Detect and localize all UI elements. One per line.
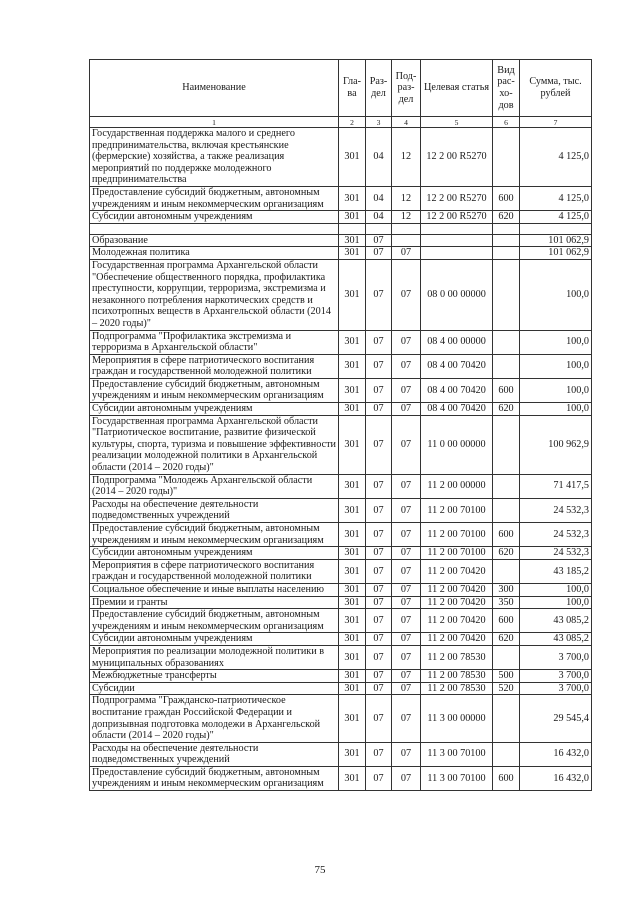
header-glava: Гла-ва (339, 60, 366, 117)
row-expense-type (493, 234, 520, 247)
table-row (90, 559, 592, 583)
row-glava: 301 (339, 330, 366, 354)
row-razdel (366, 223, 392, 234)
row-target-article: 11 2 00 70420 (421, 583, 493, 596)
row-name: Субсидии автономным учреждениям (90, 403, 339, 416)
row-podrazdel: 07 (392, 742, 421, 766)
row-glava: 301 (339, 415, 366, 474)
row-sum: 100,0 (520, 378, 592, 402)
row-target-article: 08 0 00 00000 (421, 259, 493, 330)
row-sum: 100,0 (520, 403, 592, 416)
row-sum: 16 432,0 (520, 742, 592, 766)
row-name: Мероприятия по реализации молодежной политики в муниципальных образованиях (90, 645, 339, 669)
row-name: Расходы на обеспечение деятельности подведомственных учреждений (90, 742, 339, 766)
row-razdel: 04 (366, 186, 392, 210)
table-header-row (90, 60, 592, 117)
row-glava: 301 (339, 682, 366, 695)
row-podrazdel: 07 (392, 645, 421, 669)
row-name: Подпрограмма "Профилактика экстремизма и терроризма в Архангельской области" (90, 330, 339, 354)
row-sum: 43 185,2 (520, 559, 592, 583)
row-target-article: 08 4 00 00000 (421, 330, 493, 354)
row-sum: 100,0 (520, 354, 592, 378)
table-body (90, 128, 592, 791)
budget-table-container (89, 59, 591, 791)
row-podrazdel: 07 (392, 596, 421, 609)
row-razdel: 07 (366, 766, 392, 790)
row-name: Субсидии автономным учреждениям (90, 633, 339, 646)
row-podrazdel: 07 (392, 523, 421, 547)
row-sum: 101 062,9 (520, 234, 592, 247)
row-razdel: 07 (366, 474, 392, 498)
row-podrazdel: 07 (392, 633, 421, 646)
row-glava: 301 (339, 633, 366, 646)
row-podrazdel: 07 (392, 609, 421, 633)
header-razdel: Раз-дел (366, 60, 392, 117)
header-sum: Сумма, тыс. рублей (520, 60, 592, 117)
row-target-article: 12 2 00 R5270 (421, 186, 493, 210)
row-name: Расходы на обеспечение деятельности подведомственных учреждений (90, 498, 339, 522)
row-podrazdel: 07 (392, 354, 421, 378)
row-name: Предоставление субсидий бюджетным, автономным учреждениям и иным некоммерческим организациям (90, 378, 339, 402)
row-sum: 3 700,0 (520, 682, 592, 695)
row-podrazdel: 07 (392, 583, 421, 596)
table-row (90, 474, 592, 498)
row-podrazdel: 07 (392, 247, 421, 260)
row-podrazdel: 12 (392, 128, 421, 187)
header-expense-type: Вид рас-хо-дов (493, 60, 520, 117)
row-expense-type (493, 559, 520, 583)
column-index: 7 (520, 117, 592, 128)
row-razdel: 04 (366, 211, 392, 224)
header-podrazdel: Под-раз-дел (392, 60, 421, 117)
row-sum: 100 962,9 (520, 415, 592, 474)
row-name: Субсидии (90, 682, 339, 695)
row-razdel: 07 (366, 682, 392, 695)
row-glava: 301 (339, 645, 366, 669)
row-name: Премии и гранты (90, 596, 339, 609)
row-razdel: 07 (366, 742, 392, 766)
row-razdel: 07 (366, 609, 392, 633)
row-razdel: 07 (366, 633, 392, 646)
row-razdel: 07 (366, 403, 392, 416)
row-target-article: 11 2 00 78530 (421, 645, 493, 669)
row-target-article: 11 3 00 70100 (421, 766, 493, 790)
row-sum: 43 085,2 (520, 633, 592, 646)
row-name: Социальное обеспечение и иные выплаты населению (90, 583, 339, 596)
table-row (90, 645, 592, 669)
row-target-article: 08 4 00 70420 (421, 354, 493, 378)
row-glava: 301 (339, 583, 366, 596)
row-name: Подпрограмма "Гражданско-патриотическое воспитание граждан Российской Федерации и допризывная подготовка молодежи в Архангельской области (2014 – 2020 годы)" (90, 695, 339, 742)
row-name: Предоставление субсидий бюджетным, автономным учреждениям и иным некоммерческим организациям (90, 186, 339, 210)
row-target-article (421, 223, 493, 234)
row-sum: 43 085,2 (520, 609, 592, 633)
row-glava: 301 (339, 259, 366, 330)
table-row (90, 523, 592, 547)
column-index: 4 (392, 117, 421, 128)
row-glava: 301 (339, 559, 366, 583)
row-razdel: 07 (366, 354, 392, 378)
row-sum: 3 700,0 (520, 645, 592, 669)
table-row (90, 498, 592, 522)
row-name: Подпрограмма "Молодежь Архангельской области (2014 – 2020 годы)" (90, 474, 339, 498)
row-target-article: 11 2 00 00000 (421, 474, 493, 498)
row-glava: 301 (339, 498, 366, 522)
row-expense-type: 500 (493, 670, 520, 683)
row-name: Предоставление субсидий бюджетным, автономным учреждениям и иным некоммерческим организациям (90, 609, 339, 633)
table-row (90, 695, 592, 742)
row-expense-type (493, 695, 520, 742)
row-podrazdel: 07 (392, 259, 421, 330)
row-expense-type: 620 (493, 211, 520, 224)
row-target-article: 11 3 00 70100 (421, 742, 493, 766)
row-podrazdel: 07 (392, 498, 421, 522)
row-sum: 100,0 (520, 596, 592, 609)
row-target-article: 12 2 00 R5270 (421, 128, 493, 187)
row-expense-type: 600 (493, 186, 520, 210)
row-glava: 301 (339, 523, 366, 547)
row-name: Государственная программа Архангельской области "Обеспечение общественного порядка, профилактика преступности, коррупции, терроризма, экстремизма и незаконного потребления наркотических средств и психотропных веществ в Архангельской области (2014 – 2020 годы)" (90, 259, 339, 330)
row-razdel: 07 (366, 645, 392, 669)
row-expense-type (493, 645, 520, 669)
table-row (90, 186, 592, 210)
row-podrazdel: 07 (392, 415, 421, 474)
table-row (90, 583, 592, 596)
row-razdel: 07 (366, 330, 392, 354)
row-glava: 301 (339, 211, 366, 224)
row-target-article: 11 3 00 00000 (421, 695, 493, 742)
row-razdel: 07 (366, 583, 392, 596)
row-razdel: 07 (366, 523, 392, 547)
row-glava: 301 (339, 234, 366, 247)
row-glava: 301 (339, 547, 366, 560)
table-row (90, 211, 592, 224)
row-glava: 301 (339, 247, 366, 260)
row-sum (520, 223, 592, 234)
row-target-article: 11 2 00 78530 (421, 670, 493, 683)
row-sum: 100,0 (520, 330, 592, 354)
row-razdel: 07 (366, 259, 392, 330)
row-expense-type: 600 (493, 523, 520, 547)
row-name: Межбюджетные трансферты (90, 670, 339, 683)
row-glava: 301 (339, 403, 366, 416)
table-row (90, 259, 592, 330)
row-razdel: 07 (366, 234, 392, 247)
column-index: 1 (90, 117, 339, 128)
table-row (90, 596, 592, 609)
row-expense-type (493, 223, 520, 234)
row-podrazdel: 07 (392, 403, 421, 416)
row-glava: 301 (339, 609, 366, 633)
row-name (90, 223, 339, 234)
table-row (90, 609, 592, 633)
row-expense-type: 600 (493, 766, 520, 790)
row-target-article: 12 2 00 R5270 (421, 211, 493, 224)
row-target-article: 11 2 00 70420 (421, 633, 493, 646)
row-razdel: 07 (366, 498, 392, 522)
row-target-article: 11 2 00 70420 (421, 596, 493, 609)
row-name: Предоставление субсидий бюджетным, автономным учреждениям и иным некоммерческим организациям (90, 523, 339, 547)
row-glava (339, 223, 366, 234)
row-podrazdel: 07 (392, 474, 421, 498)
row-expense-type (493, 742, 520, 766)
table-row (90, 415, 592, 474)
row-expense-type (493, 259, 520, 330)
table-row (90, 682, 592, 695)
table-row (90, 403, 592, 416)
row-name: Государственная программа Архангельской области "Патриотическое воспитание, развитие физической культуры, спорта, туризма и повышение эффективности реализации молодежной политики в Архангельской области (2014 – 2020 годы)" (90, 415, 339, 474)
row-expense-type (493, 474, 520, 498)
row-expense-type: 520 (493, 682, 520, 695)
row-glava: 301 (339, 766, 366, 790)
header-name: Наименование (90, 60, 339, 117)
column-index-row (90, 117, 592, 128)
page-number: 75 (314, 864, 326, 876)
row-name: Мероприятия в сфере патриотического воспитания граждан и государственной молодежной политики (90, 559, 339, 583)
row-podrazdel (392, 234, 421, 247)
column-index: 5 (421, 117, 493, 128)
row-sum: 4 125,0 (520, 211, 592, 224)
row-podrazdel: 12 (392, 211, 421, 224)
row-podrazdel: 07 (392, 559, 421, 583)
row-glava: 301 (339, 596, 366, 609)
row-sum: 101 062,9 (520, 247, 592, 260)
row-podrazdel: 07 (392, 766, 421, 790)
row-razdel: 07 (366, 547, 392, 560)
row-expense-type: 600 (493, 609, 520, 633)
row-expense-type (493, 415, 520, 474)
row-expense-type (493, 128, 520, 187)
row-sum: 4 125,0 (520, 128, 592, 187)
row-target-article (421, 247, 493, 260)
table-row (90, 378, 592, 402)
table-row (90, 128, 592, 187)
row-razdel: 07 (366, 378, 392, 402)
row-expense-type (493, 354, 520, 378)
row-razdel: 07 (366, 670, 392, 683)
row-name: Предоставление субсидий бюджетным, автономным учреждениям и иным некоммерческим организациям (90, 766, 339, 790)
row-expense-type (493, 498, 520, 522)
budget-table (89, 59, 592, 791)
row-sum: 100,0 (520, 259, 592, 330)
row-podrazdel: 07 (392, 670, 421, 683)
row-glava: 301 (339, 354, 366, 378)
header-target-article: Целевая статья (421, 60, 493, 117)
table-row (90, 247, 592, 260)
row-glava: 301 (339, 128, 366, 187)
table-row (90, 633, 592, 646)
row-expense-type: 620 (493, 633, 520, 646)
row-razdel: 07 (366, 415, 392, 474)
row-sum: 100,0 (520, 583, 592, 596)
row-target-article: 11 0 00 00000 (421, 415, 493, 474)
row-target-article: 08 4 00 70420 (421, 403, 493, 416)
row-podrazdel: 07 (392, 378, 421, 402)
row-glava: 301 (339, 186, 366, 210)
table-row (90, 547, 592, 560)
row-name: Образование (90, 234, 339, 247)
row-name: Молодежная политика (90, 247, 339, 260)
table-spacer-row (90, 223, 592, 234)
row-sum: 24 532,3 (520, 498, 592, 522)
table-row (90, 354, 592, 378)
row-target-article: 11 2 00 70100 (421, 523, 493, 547)
row-razdel: 07 (366, 247, 392, 260)
row-razdel: 07 (366, 559, 392, 583)
table-row (90, 766, 592, 790)
row-target-article (421, 234, 493, 247)
row-target-article: 08 4 00 70420 (421, 378, 493, 402)
row-target-article: 11 2 00 78530 (421, 682, 493, 695)
row-sum: 4 125,0 (520, 186, 592, 210)
row-glava: 301 (339, 695, 366, 742)
row-target-article: 11 2 00 70100 (421, 547, 493, 560)
row-name: Государственная поддержка малого и среднего предпринимательства, включая крестьянские (фермерские) хозяйства, а также реализация мероприятий по поддержке молодежного предпринимательства (90, 128, 339, 187)
row-name: Мероприятия в сфере патриотического воспитания граждан и государственной молодежной политики (90, 354, 339, 378)
row-podrazdel (392, 223, 421, 234)
row-podrazdel: 07 (392, 547, 421, 560)
row-sum: 16 432,0 (520, 766, 592, 790)
row-target-article: 11 2 00 70420 (421, 559, 493, 583)
row-podrazdel: 12 (392, 186, 421, 210)
row-expense-type: 620 (493, 403, 520, 416)
row-sum: 71 417,5 (520, 474, 592, 498)
row-name: Субсидии автономным учреждениям (90, 547, 339, 560)
table-row (90, 234, 592, 247)
row-expense-type: 600 (493, 378, 520, 402)
row-sum: 24 532,3 (520, 523, 592, 547)
row-sum: 3 700,0 (520, 670, 592, 683)
row-name: Субсидии автономным учреждениям (90, 211, 339, 224)
row-razdel: 07 (366, 695, 392, 742)
row-target-article: 11 2 00 70420 (421, 609, 493, 633)
column-index: 6 (493, 117, 520, 128)
row-podrazdel: 07 (392, 695, 421, 742)
row-razdel: 04 (366, 128, 392, 187)
row-podrazdel: 07 (392, 682, 421, 695)
row-expense-type (493, 247, 520, 260)
row-expense-type: 300 (493, 583, 520, 596)
row-sum: 24 532,3 (520, 547, 592, 560)
row-glava: 301 (339, 474, 366, 498)
table-row (90, 670, 592, 683)
row-razdel: 07 (366, 596, 392, 609)
table-row (90, 330, 592, 354)
column-index: 3 (366, 117, 392, 128)
row-glava: 301 (339, 742, 366, 766)
row-glava: 301 (339, 670, 366, 683)
row-target-article: 11 2 00 70100 (421, 498, 493, 522)
row-expense-type: 620 (493, 547, 520, 560)
table-row (90, 742, 592, 766)
column-index: 2 (339, 117, 366, 128)
row-sum: 29 545,4 (520, 695, 592, 742)
row-podrazdel: 07 (392, 330, 421, 354)
row-expense-type (493, 330, 520, 354)
row-expense-type: 350 (493, 596, 520, 609)
row-glava: 301 (339, 378, 366, 402)
